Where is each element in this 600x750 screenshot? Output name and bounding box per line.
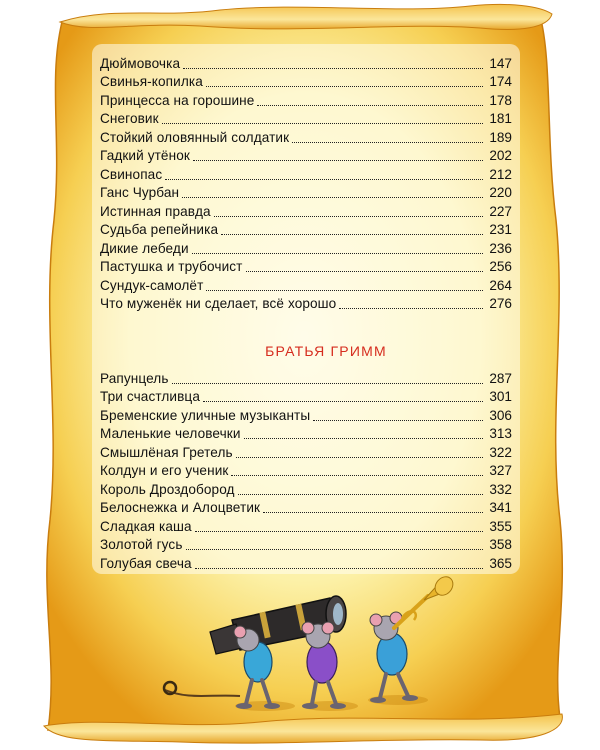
toc-entry-page-number: 256 [489,259,512,274]
toc-entry-title: Дюймовочка [100,55,181,71]
toc-entry-title: Сундук-самолёт [100,277,204,293]
toc-entry-page-number: 189 [489,129,512,145]
toc-entry-title: Рапунцель [100,370,169,386]
toc-entry-page-number: 276 [489,296,512,311]
toc-entry-title: Король Дроздобород [100,481,235,497]
toc-entry-title: Гадкий утёнок [100,148,190,163]
toc-entry-title: Ганс Чурбан [100,185,180,200]
toc-entry-title: Пастушка и трубочист [100,259,243,274]
toc-entry-title: Свинья-копилка [100,74,203,89]
toc-entry-page-number: 365 [489,555,512,571]
section-heading: БРАТЬЯ ГРИММ [265,343,387,359]
toc-entry-page-number: 212 [489,166,512,182]
toc-entry-title: Смышлёная Гретель [100,444,233,460]
toc-entry-page-number: 306 [489,407,512,423]
toc-entry-page-number: 202 [489,148,512,163]
toc-entry-page-number: 287 [489,370,512,386]
toc-entry-page-number: 147 [489,55,512,71]
toc-entry-title: Белоснежка и Алоцветик [100,500,261,515]
toc-entry-title: Колдун и его ученик [100,463,229,478]
toc-entry-page-number: 174 [489,74,512,89]
toc-entry-title: Принцесса на горошине [100,92,255,108]
toc-entry-title: Золотой гусь [100,537,183,552]
toc-entry-page-number: 301 [489,389,512,404]
toc-entry-page-number: 322 [489,444,512,460]
toc-entry-title: Что муженёк ни сделает, всё хорошо [100,296,337,311]
toc-entry-title: Бременские уличные музыканты [100,407,311,423]
toc-entry-page-number: 355 [489,518,512,534]
toc-entry-title: Дикие лебеди [100,240,189,256]
toc-entry-page-number: 264 [489,277,512,293]
toc-entry-page-number: 358 [489,537,512,552]
toc-entry-page-number: 178 [489,92,512,108]
toc-entry-page-number: 220 [489,185,512,200]
toc-entry-title: Истинная правда [100,203,211,219]
toc-entry-title: Сладкая каша [100,518,192,534]
toc-entry-page-number: 231 [489,222,512,237]
toc-entry-title: Три счастливца [100,389,200,404]
toc-entry-page-number: 313 [489,426,512,441]
toc-entry-page-number: 332 [489,481,512,497]
toc-entry-title: Судьба репейника [100,222,219,237]
mouse-middle-illustration [302,622,346,709]
toc-entry-title: Свинопас [100,166,163,182]
toc-entry-page-number: 341 [489,500,512,515]
toc-entry-title: Голубая свеча [100,555,192,571]
trumpet-icon [394,573,457,628]
toc-entry-page-number: 227 [489,203,512,219]
toc-entry-title: Стойкий оловянный солдатик [100,129,290,145]
toc-entry-page-number: 181 [489,111,512,126]
toc-entry-title: Снеговик [100,111,159,126]
toc-entry-page-number: 236 [489,240,512,256]
toc-entry-title: Маленькие человечки [100,426,241,441]
toc-entry-page-number: 327 [489,463,512,478]
